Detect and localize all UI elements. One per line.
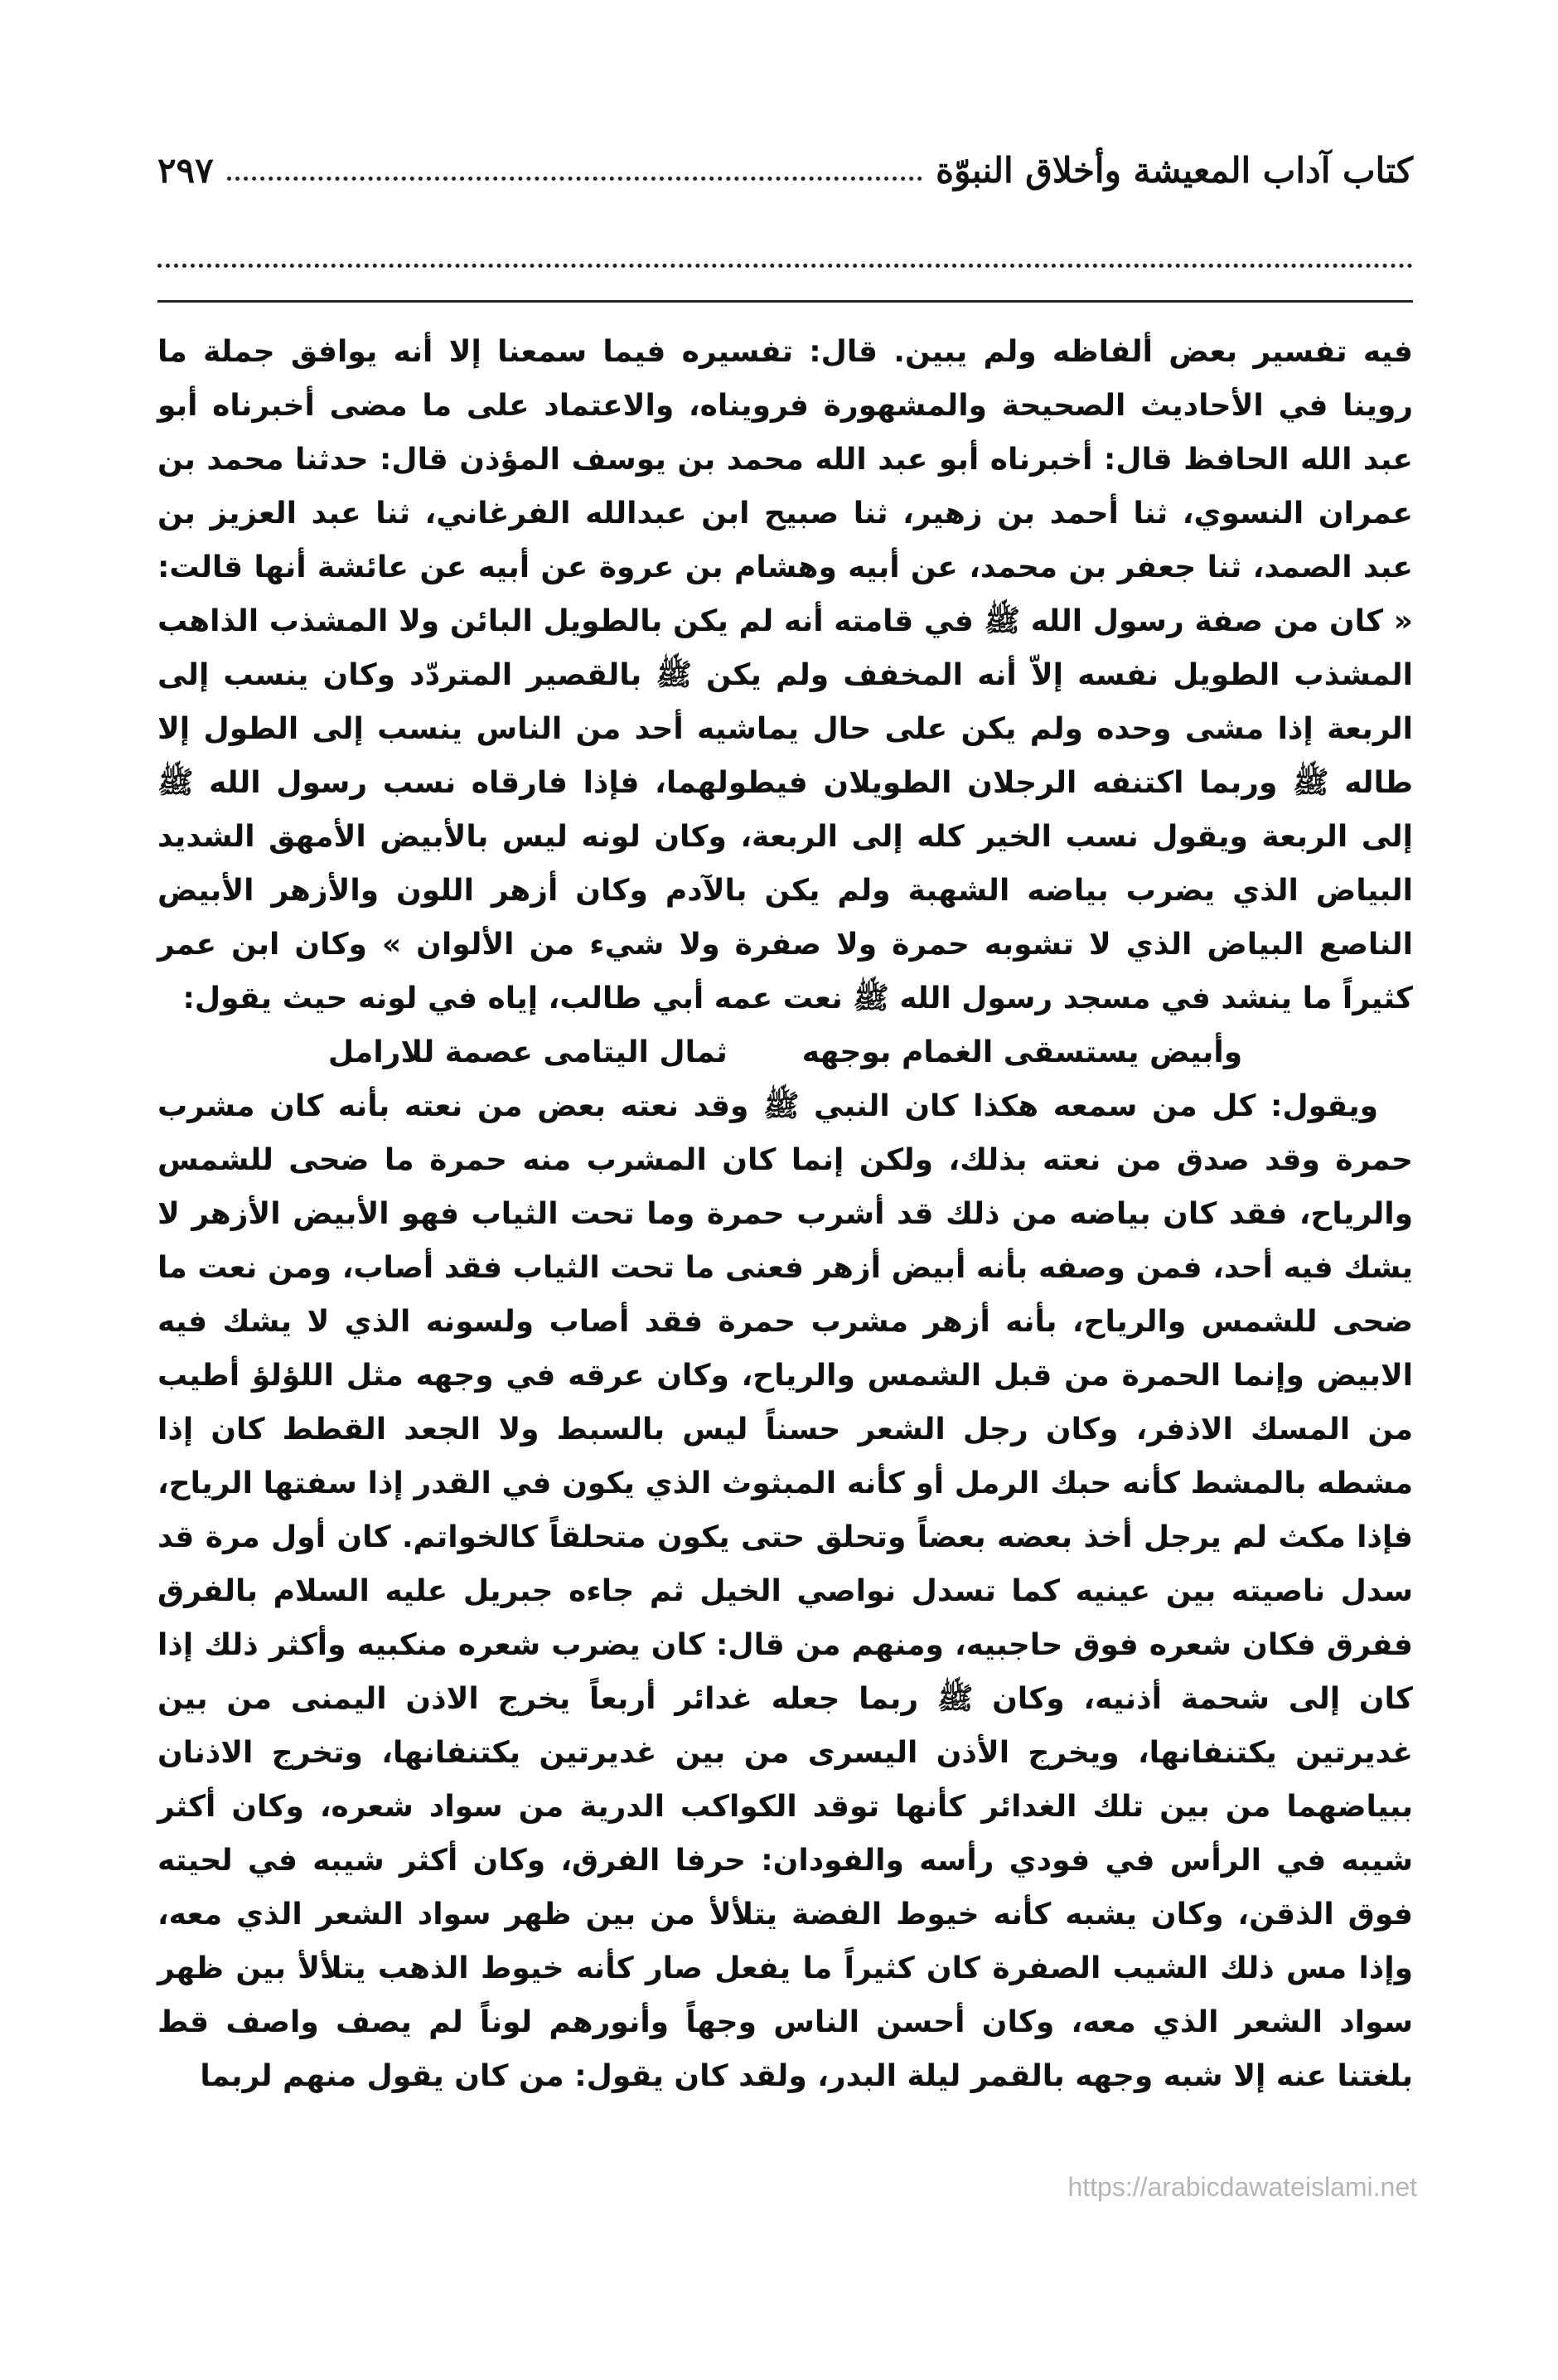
paragraph: ويقول: كل من سمعه هكذا كان النبي ﷺ وقد نعته بعض من نعته بأنه كان مشرب حمرة وقد صدق من نعته بذلك، ولكن إنما كان المشرب منه حمرة ما ضحى للشمس والرياح، فقد كان بياضه من ذلك قد أشرب حمرة وما تحت الثياب فهو الأبيض الأزهر لا يشك فيه أحد، فمن وصفه بأنه أبيض أزهر فعنى ما تحت الثياب فقد أصاب، ومن نعت ما ضحى للشمس والرياح، بأنه أزهر مشرب حمرة فقد أصاب ولسونه الذي لا يشك فيه الابيض وإنما الحمرة من قبل الشمس والرياح، وكان عرقه في وجهه مثل اللؤلؤ أطيب من المسك الاذفر، وكان رجل الشعر حسناً ليس بالسبط ولا الجعد القطط كان إذا مشطه بالمشط كأنه حبك الرمل أو كأنه المبثوث الذي يكون في القدر إذا سفتها الرياح، فإذا مكث لم يرجل أخذ بعضه بعضاً وتحلق حتى يكون متحلقاً كالخواتم. كان أول مرة قد سدل ناصيته بين عينيه كما تسدل نواصي الخيل ثم جاءه جبريل عليه السلام بالفرق ففرق فكان شعره فوق حاجبيه، ومنهم من قال: كان يضرب شعره منكبيه وأكثر ذلك إذا كان إلى شحمة أذنيه، وكان ﷺ ربما جعله غدائر أربعاً يخرج الاذن اليمنى من بين غديرتين يكتنفانها، ويخرج الأذن اليسرى من بين غديرتين يكتنفانها، وتخرج الاذنان ببياضهما من بين تلك الغدائر كأنها توقد الكواكب الدرية من سواد شعره، وكان أكثر شيبه في الرأس في فودي رأسه والفودان: حرفا الفرق، وكان أكثر شيبه في لحيته فوق الذقن، وكان يشبه كأنه خيوط الفضة يتلألأ من بين ظهر سواد الشعر الذي معه، وإذا مس ذلك الشيب الصفرة كان كثيراً ما يفعل صار كأنه خيوط الذهب يتلألأ بين ظهر سواد الشعر الذي معه، وكان أحسن الناس وجهاً وأنورهم لوناً لم يصف واصف قط بلغتنا عنه إلا شبه وجهه بالقمر ليلة البدر، ولقد كان يقول: من كان يقول منهم لربما <box>157 1089 1413 2093</box>
horizontal-rule <box>157 300 1413 303</box>
verse-hemistich-right: وأبيض يستسقى الغمام بوجهه <box>801 1035 1243 1069</box>
running-header <box>157 133 1413 191</box>
watermark-url: https://arabicdawateislami.net <box>1067 2172 1417 2202</box>
page-number: ٢٩٧ <box>157 150 214 191</box>
header-dot-leader <box>227 176 922 181</box>
main-text <box>157 325 1413 2103</box>
book-title: كتاب آداب المعيشة وأخلاق النبوّة <box>936 150 1413 191</box>
verse-hemistich-left: ثمال اليتامى عصمة للارامل <box>327 1035 728 1069</box>
poetry-verse <box>157 1025 1413 1079</box>
dotted-separator <box>157 264 1413 268</box>
paragraph: فيه تفسير بعض ألفاظه ولم يبين. قال: تفسيره فيما سمعنا إلا أنه يوافق جملة ما روينا في الأحاديث الصحيحة والمشهورة فرويناه، والاعتماد على ما مضى أخبرناه أبو عبد الله الحافظ قال: أخبرناه أبو عبد الله محمد بن يوسف المؤذن قال: حدثنا محمد بن عمران النسوي، ثنا أحمد بن زهير، ثنا صبيح ابن عبدالله الفرغاني، ثنا عبد العزيز بن عبد الصمد، ثنا جعفر بن محمد، عن أبيه وهشام بن عروة عن أبيه عن عائشة أنها قالت: « كان من صفة رسول الله ﷺ في قامته أنه لم يكن بالطويل البائن ولا المشذب الذاهب المشذب الطويل نفسه إلاّ أنه المخفف ولم يكن ﷺ بالقصير المتردّد وكان ينسب إلى الربعة إذا مشى وحده ولم يكن على حال يماشيه أحد من الناس ينسب إلى الطول إلا طاله ﷺ وربما اكتنفه الرجلان الطويلان فيطولهما، فإذا فارقاه نسب رسول الله ﷺ إلى الربعة ويقول نسب الخير كله إلى الربعة، وكان لونه ليس بالأبيض الأمهق الشديد البياض الذي يضرب بياضه الشهبة ولم يكن بالآدم وكان أزهر اللون والأزهر الأبيض الناصع البياض الذي لا تشوبه حمرة ولا صفرة ولا شيء من الألوان » وكان ابن عمر كثيراً ما ينشد في مسجد رسول الله ﷺ نعت عمه أبي طالب، إياه في لونه حيث يقول: <box>157 335 1413 1015</box>
